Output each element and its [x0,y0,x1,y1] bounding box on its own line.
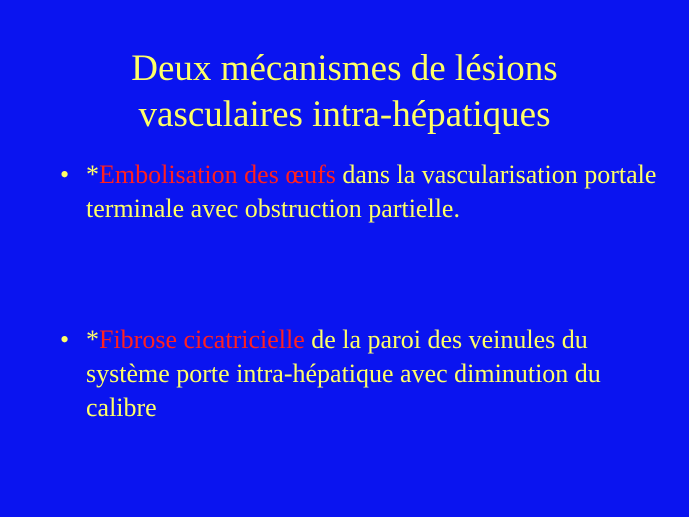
bullet-prefix: * [86,325,99,354]
bullet-text [86,323,660,425]
bullet-highlight: Embolisation des œufs [99,160,336,189]
bullet-highlight: Fibrose cicatricielle [99,325,305,354]
bullet-dot-icon: • [60,325,70,354]
bullet-rest: dans la vascularisation portale terminale avec obstruction partielle. [86,160,657,223]
bullet-prefix: * [86,160,99,189]
slide-title [0,46,689,138]
bullet-rest: de la paroi des veinules du système porte intra-hépatique avec diminution du calibre [86,325,601,422]
bullet-item [60,323,660,425]
bullet-dot-icon: • [60,160,70,189]
bullet-item [60,158,660,226]
title-line-2: vasculaires intra-hépatiques [138,94,551,135]
bullet-text [86,158,660,226]
title-line-1: Deux mécanismes de lésions [131,48,558,89]
